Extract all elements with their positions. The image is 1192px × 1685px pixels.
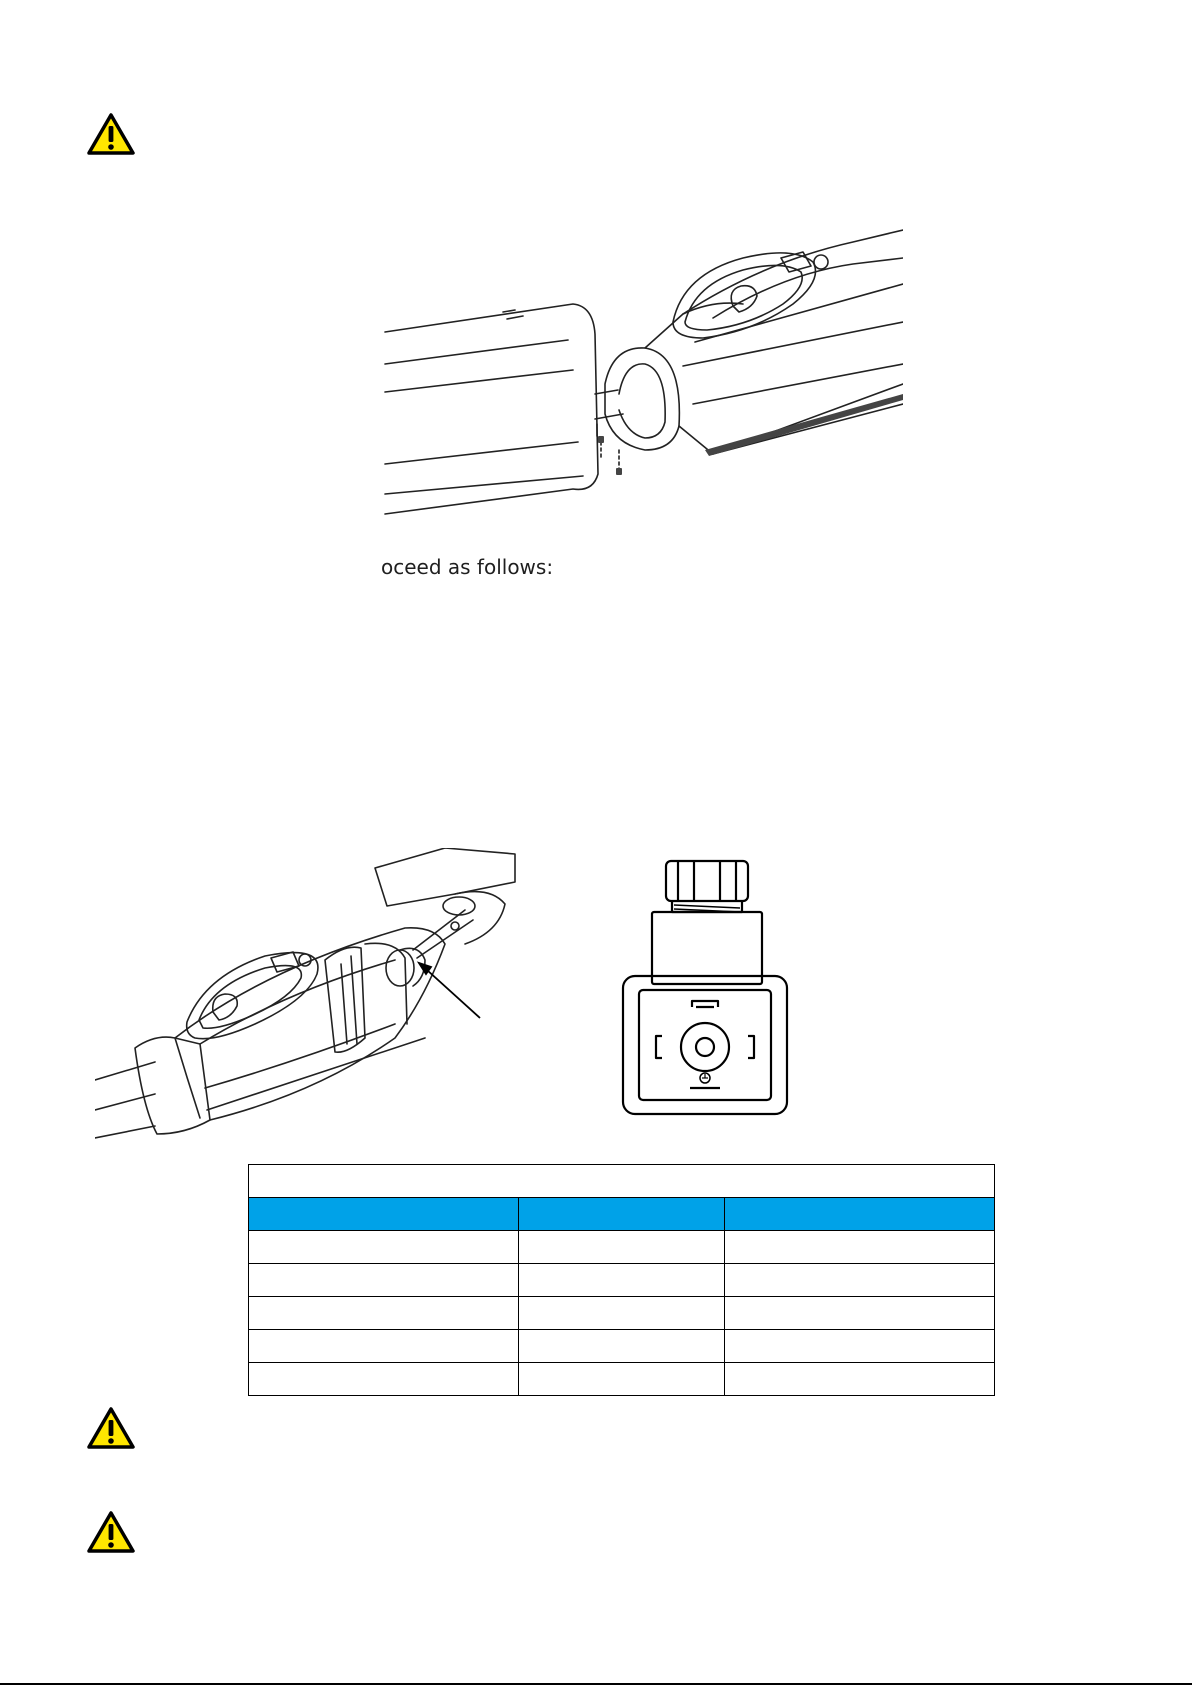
warning-icon xyxy=(86,1510,136,1554)
handle-sleeve-diagram xyxy=(383,214,903,574)
warning-icon xyxy=(86,112,136,156)
instruction-text: oceed as follows: xyxy=(381,555,554,579)
table-cell xyxy=(249,1297,519,1330)
open-handle-diagram xyxy=(95,848,535,1148)
table-header-cell xyxy=(725,1198,995,1231)
table-cell xyxy=(249,1330,519,1363)
spec-table xyxy=(248,1164,995,1396)
table-row xyxy=(249,1264,995,1297)
table-header-cell xyxy=(249,1198,519,1231)
table-cell xyxy=(249,1264,519,1297)
table-cell xyxy=(725,1231,995,1264)
table-cell xyxy=(519,1330,725,1363)
table-cell xyxy=(725,1363,995,1396)
table-cell xyxy=(519,1231,725,1264)
table-title xyxy=(249,1165,995,1198)
warning-icon xyxy=(86,1406,136,1450)
table-row xyxy=(249,1231,995,1264)
table-cell xyxy=(725,1264,995,1297)
table-cell xyxy=(249,1363,519,1396)
table-cell xyxy=(725,1330,995,1363)
table-header-cell xyxy=(519,1198,725,1231)
table-cell xyxy=(725,1297,995,1330)
table-cell xyxy=(519,1363,725,1396)
table-cell xyxy=(519,1264,725,1297)
connector-front-diagram xyxy=(620,858,790,1118)
table-row xyxy=(249,1330,995,1363)
table-row xyxy=(249,1297,995,1330)
table-row xyxy=(249,1363,995,1396)
table-cell xyxy=(249,1231,519,1264)
table-cell xyxy=(519,1297,725,1330)
